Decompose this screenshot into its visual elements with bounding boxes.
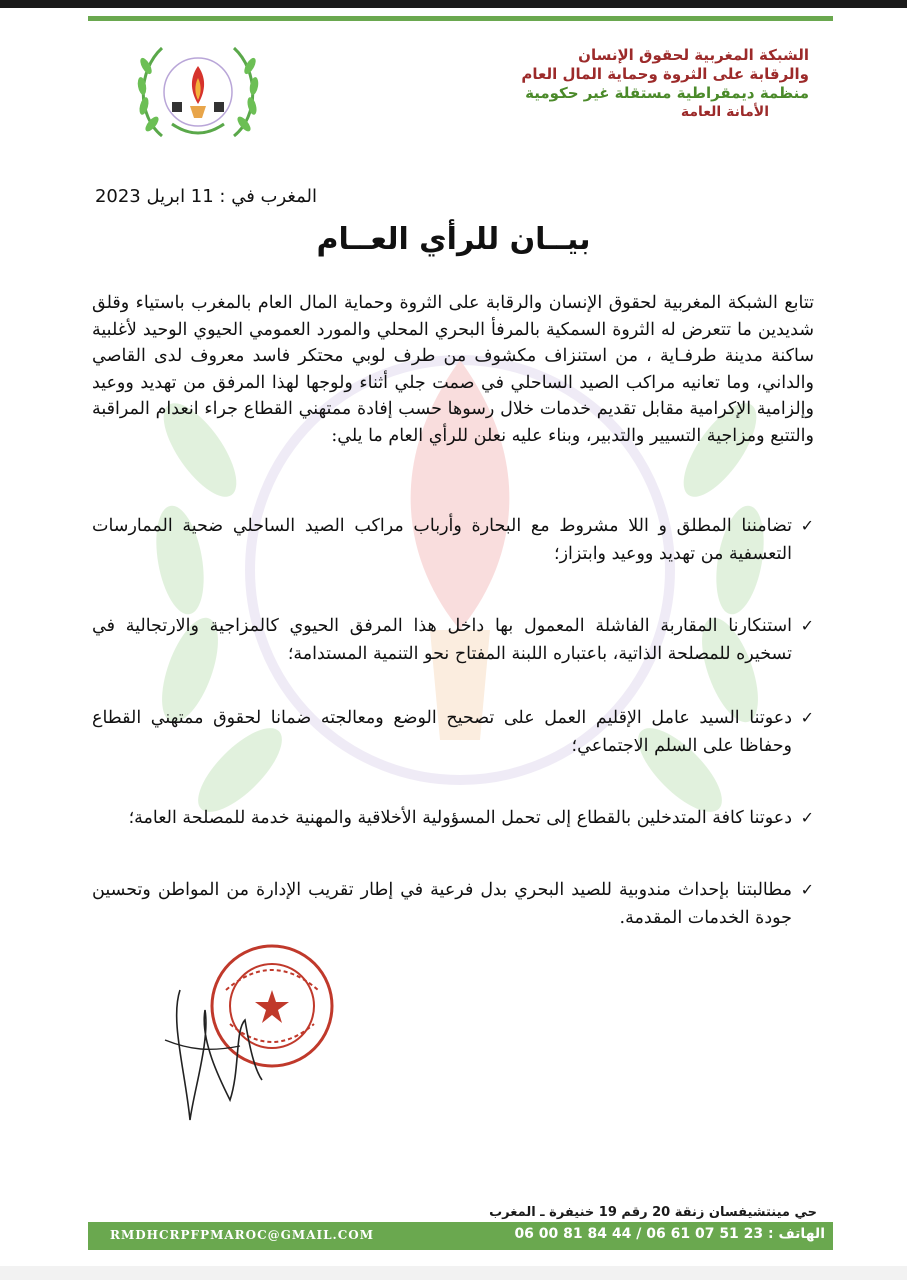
list-item-text: دعوتنا كافة المتدخلين بالقطاع إلى تحمل المسؤولية الأخلاقية والمهنية خدمة للمصلحة العامة؛ bbox=[128, 808, 792, 828]
footer-bar bbox=[88, 1222, 833, 1250]
top-border bbox=[0, 0, 907, 8]
list-item bbox=[92, 612, 814, 668]
bottom-margin bbox=[0, 1266, 907, 1280]
list-item-text: تضامننا المطلق و اللا مشروط مع البحارة وأرباب مراكب الصيد الساحلي ضحية الممارسات التعسفية من تهديد ووعيد وابتزاز؛ bbox=[92, 516, 792, 564]
list-item-text: استنكارنا المقاربة الفاشلة المعمول بها داخل هذا المرفق الحيوي كالمزاجية والارتجالية في تسخيره للمصلحة الذاتية، باعتباره اللبنة المفتاح نحو التنمية المستدامة؛ bbox=[92, 616, 792, 664]
contact-email[interactable]: RMDHCRPFPMAROC@GMAIL.COM bbox=[110, 1228, 375, 1242]
list-item-text: دعوتنا السيد عامل الإقليم العمل على تصحيح الوضع ومعالجته ضمانا لحقوق ممتهني القطاع وحفاظا على السلم الاجتماعي؛ bbox=[92, 708, 792, 756]
list-item-text: مطالبتنا بإحداث مندوبية للصيد البحري بدل فرعية في إطار تقريب الإدارة من المواطن وتحسين جودة الخدمات المقدمة. bbox=[92, 880, 792, 928]
org-description: منظمة ديمقراطية مستقلة غير حكومية bbox=[525, 84, 809, 102]
list-item bbox=[92, 876, 814, 932]
list-item bbox=[92, 512, 814, 568]
header-green-line bbox=[88, 16, 833, 21]
check-icon: ✓ bbox=[800, 708, 814, 727]
check-icon: ✓ bbox=[800, 516, 814, 535]
contact-phone: الهاتف : 23 51 07 61 06 / 44 84 81 00 06 bbox=[514, 1226, 825, 1242]
document-date: المغرب في : 11 ابريل 2023 bbox=[94, 186, 317, 207]
intro-paragraph: تتابع الشبكة المغربية لحقوق الإنسان والرقابة على الثروة وحماية المال العام بالمغرب باستياء وقلق شديدين ما تتعرض له الثروة السمكية بالمرفأ البحري المحلي والمورد العمومي الحيوي الوحيد لأغلبية ساكنة مدينة طرفـاية ، من استنزاف مكشوف من طرف لوبي محتكر فاسد معروف لدى القاصي والداني، وما تعانيه مراكب الصيد الساحلي في صمت جلي أثناء ولوجها لهذا المرفق من تهديد ووعيد وإلزامية الإكرامية مقابل تقديم خدمات خلال رسوها حسب إفادة ممتهني القطاع جراء انعدام المراقبة والتتبع ومزاجية التسيير والتدبير، وبناء عليه نعلن للرأي العام ما يلي: bbox=[92, 293, 814, 446]
org-name-line-1: الشبكة المغربية لحقوق الإنسان bbox=[578, 46, 809, 64]
org-name-line-2: والرقابة على الثروة وحماية المال العام bbox=[521, 65, 809, 83]
check-icon: ✓ bbox=[800, 880, 814, 899]
handwritten-signature bbox=[150, 980, 280, 1130]
demands-list bbox=[92, 512, 814, 976]
address: حي مينتشيفسان زنقة 20 رقم 19 خنيفرة ـ المغرب bbox=[489, 1205, 817, 1220]
check-icon: ✓ bbox=[800, 616, 814, 635]
list-item bbox=[92, 704, 814, 760]
general-secretariat: الأمانة العامة bbox=[680, 104, 769, 120]
organization-logo bbox=[132, 36, 264, 148]
document-title: بيــان للرأي العــام bbox=[316, 222, 591, 257]
check-icon: ✓ bbox=[800, 808, 814, 827]
list-item bbox=[92, 804, 814, 832]
organization-header bbox=[449, 46, 809, 122]
